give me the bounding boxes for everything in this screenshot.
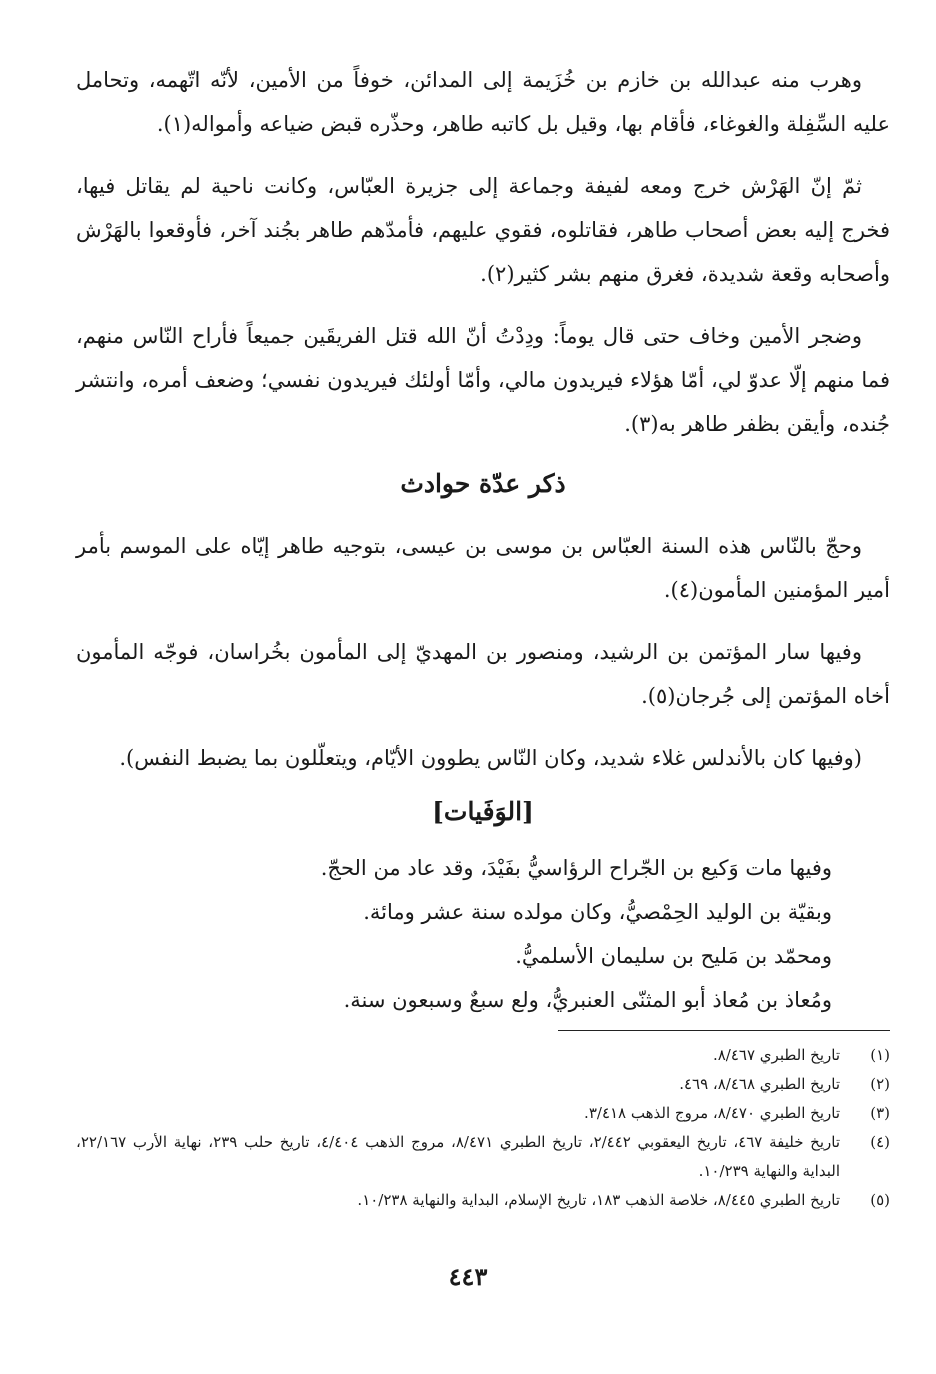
- section-heading-events: ذكر عدّة حوادث: [400, 469, 566, 498]
- death-entry: ومُعاذ بن مُعاذ أبو المثنّى العنبريُّ، ولع سبعٌ وسبعون سنة.: [343, 988, 832, 1012]
- footnote-text: تاريخ خليفة ٤٦٧، تاريخ اليعقوبي ٢/٤٤٢، تاريخ الطبري ٨/٤٧١، مروج الذهب ٤/٤٠٤، تاريخ حلب ٢٣٩، نهاية الأرب ٢٢/١٦٧، البداية والنهاية ١٠/٢٣٩.: [76, 1133, 841, 1180]
- footnote-item: [76, 1041, 890, 1070]
- paragraph-andalus-famine: (وفيها كان بالأندلس غلاء شديد، وكان النّاس يطوون الأيّام، ويتعلّلون بما يضبط النفس).: [119, 746, 862, 770]
- paragraph-pilgrimage: وحجّ بالنّاس هذه السنة العبّاس بن موسى بن عيسى، بتوجيه طاهر إيّاه على الموسم بأمر أمير المؤمنين المأمون(٤).: [76, 534, 890, 602]
- death-entry: وبقيّة بن الوليد الحِمْصيُّ، وكان مولده سنة عشر ومائة.: [363, 900, 832, 924]
- page-number: ٤٤٣: [448, 1262, 488, 1291]
- footnote-text: تاريخ الطبري ٨/٤٧٠، مروج الذهب ٣/٤١٨.: [584, 1104, 840, 1122]
- death-entry: ومحمّد بن مَليح بن سليمان الأسلميُّ.: [515, 944, 832, 968]
- footnote-number: (٢): [870, 1075, 890, 1093]
- footnote-text: تاريخ الطبري ٨/٤٦٧.: [712, 1046, 840, 1064]
- footnote-text: تاريخ الطبري ٨/٤٦٨، ٤٦٩.: [679, 1075, 840, 1093]
- footnote-separator: [558, 1030, 890, 1031]
- footnote-item: [76, 1128, 890, 1186]
- footnote-number: (١): [870, 1046, 890, 1064]
- deaths-list: [76, 846, 890, 1022]
- section-heading-deaths: [الوَفَيات]: [432, 797, 534, 826]
- footnote-item: [76, 1186, 890, 1215]
- paragraph-mutamin-journey: وفيها سار المؤتمن بن الرشيد، ومنصور بن المهديّ إلى المأمون بخُراسان، فوجّه المأمون أخاه المؤتمن إلى جُرجان(٥).: [76, 640, 890, 708]
- footnote-number: (٤): [870, 1133, 890, 1151]
- death-entry: وفيها مات وَكيع بن الجّراح الرؤاسيُّ بفَيْدَ، وقد عاد من الحجّ.: [320, 856, 832, 880]
- paragraph-harsh-battle: ثمّ إنّ الهَرْش خرج ومعه لفيفة وجماعة إلى جزيرة العبّاس، وكانت ناحية لم يقاتل فيها، فخرج إليه بعض أصحاب طاهر، فقاتلوه، فقوي عليهم، فأمدّهم طاهر بجُند آخر، فأوقعوا بالهَرْش وأصحابه وقعة شديدة، فغرق منهم بشر كثير(٢).: [76, 174, 890, 286]
- footnote-item: [76, 1099, 890, 1128]
- paragraph-amin-weariness: وضجر الأمين وخاف حتى قال يوماً: ودِدْتُ أنّ الله قتل الفريقَين جميعاً فأراح النّاس منهم، فما منهم إلّا عدوّ لي، أمّا هؤلاء فيريدون مالي، وأمّا أولئك فيريدون نفسي؛ وضعف أمره، وانتشر جُنده، وأيقن بظفر طاهر به(٣).: [76, 324, 890, 436]
- paragraph-flight-of-abdullah: وهرب منه عبدالله بن خازم بن خُزَيمة إلى المدائن، خوفاً من الأمين، لأنّه اتّهمه، وتحامل عليه السِّفِلة والغوغاء، فأقام بها، وقيل بل كاتبه طاهر، وحذّره قبض ضياعه وأمواله(١).: [76, 68, 890, 136]
- footnotes: [76, 1041, 890, 1215]
- footnote-item: [76, 1070, 890, 1099]
- footnote-text: تاريخ الطبري ٨/٤٤٥، خلاصة الذهب ١٨٣، تاريخ الإسلام، البداية والنهاية ١٠/٢٣٨.: [357, 1191, 840, 1209]
- footnote-number: (٣): [870, 1104, 890, 1122]
- footnote-number: (٥): [870, 1191, 890, 1209]
